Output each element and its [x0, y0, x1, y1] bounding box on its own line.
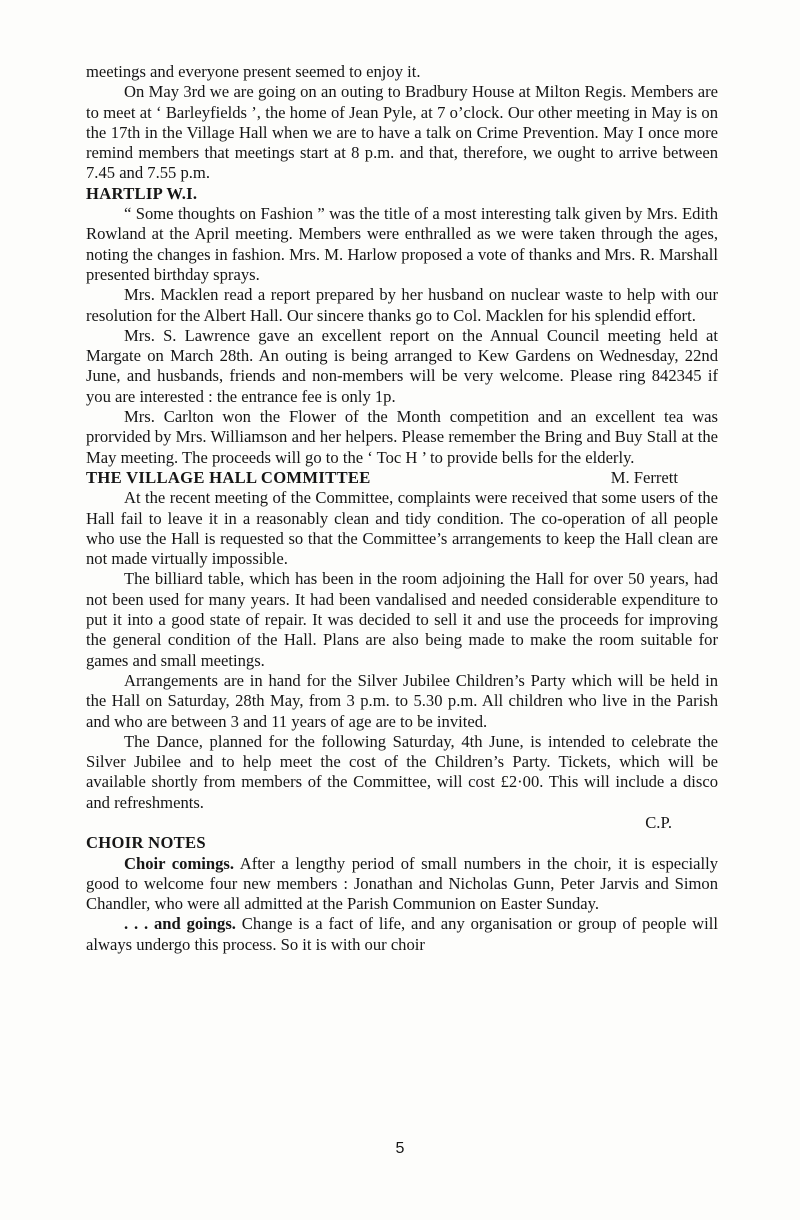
hartlip-heading: HARTLIP W.I. [86, 183, 198, 203]
intro-paragraph-1: meetings and everyone present seemed to enjoy it. [86, 62, 421, 81]
village-hall-paragraph-2: The billiard table, which has been in the room adjoining the Hall for over 50 years, had not been used for many years. It had been vandalised and needed considerable expenditure to put it into a good state of repair. It was decided to sell it and use the proceeds for improving the general condition of the Hall. Plans are also being made to make the room suitable for games and small meetings. [86, 569, 718, 670]
page-number: 5 [395, 1140, 405, 1157]
choir-paragraph-1 [86, 854, 718, 915]
village-hall-paragraph-1: At the recent meeting of the Committee, complaints were received that some users of the Hall fail to leave it in a reasonably clean and tidy condition. The co-operation of all people who use the Hall is requested so that the Committee’s arrangements to keep the Hall clean are not made virtually impossible. [86, 488, 718, 569]
hartlip-paragraph-1: “ Some thoughts on Fashion ” was the title of a most interesting talk given by Mrs. Edith Rowland at the April meeting. Members were enthralled as we were taken through the ages, noting the changes in fashion. Mrs. M. Harlow proposed a vote of thanks and Mrs. R. Marshall presented birthday sprays. [86, 204, 718, 284]
choir-goings-lead: . . . and goings. [124, 914, 236, 934]
hartlip-paragraph-3: Mrs. S. Lawrence gave an excellent report on the Annual Council meeting held at Margate on March 28th. An outing is being arranged to Kew Gardens on Wednesday, 22nd June, and husbands, friends and non-members will be very welcome. Please ring 842345 if you are interested : the entrance fee is only 1p. [86, 325, 718, 406]
village-hall-paragraph-4: The Dance, planned for the following Saturday, 4th June, is intended to celebrate the Silver Jubilee and to help meet the cost of the Children’s Party. Tickets, which will be available shortly from members of the Committee, will cost £2·00. This will include a disco and refreshments. [86, 731, 718, 812]
village-hall-initials: C.P. [645, 812, 672, 832]
intro-paragraph-2: On May 3rd we are going on an outing to Bradbury House at Milton Regis. Members are to meet at ‘ Barleyfields ’, the home of Jean Pyle, at 7 o’clock. Our other meeting in May is on the 17th in the Village Hall when we are to have a talk on Crime Prevention. May I once more remind members that meetings start at 8 p.m. and that, therefore, we ought to arrive between 7.45 and 7.55 p.m. [86, 82, 718, 183]
choir-paragraph-2 [86, 914, 718, 955]
village-hall-paragraph-3: Arrangements are in hand for the Silver Jubilee Children’s Party which will be held in the Hall on Saturday, 28th May, from 3 p.m. to 5.30 p.m. All children who live in the Parish and who are between 3 and 11 years of age are to be invited. [86, 670, 718, 731]
choir-heading: CHOIR NOTES [86, 833, 206, 853]
choir-paragraph-1-text: After a lengthy period of small numbers in the choir, it is especially good to welcome four new members : Jonathan and Nicholas Gunn, Peter Jarvis and Simon Chandler, who were all admitted at the Parish Communion on Easter Sunday. [86, 853, 718, 914]
newsletter-page [86, 62, 718, 955]
hartlip-signature: M. Ferrett [610, 467, 678, 487]
village-hall-heading: THE VILLAGE HALL COMMITTEE [86, 467, 371, 487]
hartlip-paragraph-2: Mrs. Macklen read a report prepared by her husband on nuclear waste to help with our resolution for the Albert Hall. Our sincere thanks go to Col. Macklen for his splendid effort. [86, 285, 718, 325]
hartlip-paragraph-4-text: Mrs. Carlton won the Flower of the Month competition and an excellent tea was prorvided by Mrs. Williamson and her helpers. Please remember the Bring and Buy Stall at the May meeting. The proceeds will go to the ‘ Toc H ’ to provide bells for the elderly. [86, 407, 718, 467]
choir-comings-lead: Choir comings. [124, 853, 235, 873]
choir-paragraph-2-text: Change is a fact of life, and any organisation or group of people will always undergo this process. So it is with our choir [86, 914, 718, 954]
